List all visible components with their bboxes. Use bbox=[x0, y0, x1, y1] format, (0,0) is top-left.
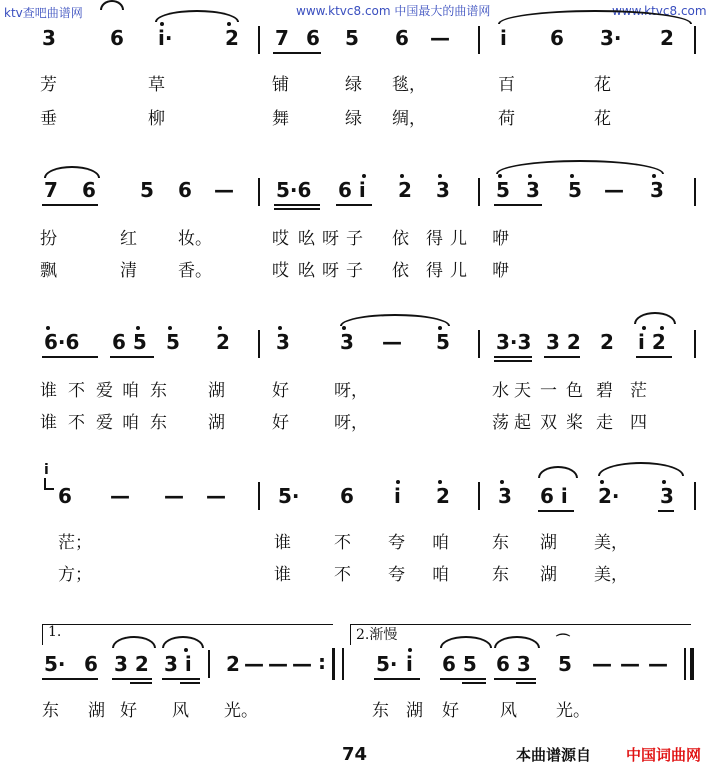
octave-dot bbox=[660, 326, 664, 330]
lyric: 夸 bbox=[388, 565, 405, 585]
lyric: 好 bbox=[442, 701, 459, 721]
lyric: 湖 bbox=[208, 381, 225, 401]
octave-dot bbox=[396, 480, 400, 484]
lyric: 风 bbox=[172, 701, 189, 721]
note: 3· bbox=[600, 26, 622, 50]
lyric: 湖 bbox=[540, 533, 557, 553]
lyric: 湖 bbox=[88, 701, 105, 721]
slur bbox=[496, 160, 664, 174]
note: 6 i bbox=[540, 484, 568, 508]
lyric: 爱 bbox=[96, 413, 113, 433]
octave-dot bbox=[400, 174, 404, 178]
underline bbox=[516, 682, 536, 684]
note: — bbox=[430, 26, 450, 50]
lyric: 天 bbox=[514, 381, 531, 401]
lyric: 咱 bbox=[432, 565, 449, 585]
lyric: 风 bbox=[500, 701, 517, 721]
note: 3 bbox=[436, 178, 450, 202]
lyric: 走 bbox=[596, 413, 613, 433]
octave-dot bbox=[46, 326, 50, 330]
note: 2 bbox=[600, 330, 614, 354]
watermark-center: www.ktvc8.com 中国最大的曲谱网 bbox=[296, 4, 491, 18]
lyric: 好 bbox=[272, 381, 289, 401]
octave-dot bbox=[184, 648, 188, 652]
note: 6 i bbox=[338, 178, 366, 202]
octave-dot bbox=[438, 174, 442, 178]
grace-note: i bbox=[44, 462, 49, 478]
note: 6 5 bbox=[442, 652, 477, 676]
barline bbox=[258, 178, 260, 206]
note: 5 bbox=[166, 330, 180, 354]
slur bbox=[634, 312, 676, 324]
note: — bbox=[110, 484, 130, 508]
underline bbox=[658, 510, 674, 512]
note: — bbox=[214, 178, 234, 202]
lyric: 桨 bbox=[566, 413, 583, 433]
note: i bbox=[394, 484, 401, 508]
lyric: 百 bbox=[498, 75, 515, 95]
lyric: 子 bbox=[346, 261, 363, 281]
lyric: 依 bbox=[392, 229, 409, 249]
barline bbox=[478, 330, 480, 358]
note: 5· bbox=[44, 652, 66, 676]
note: — bbox=[604, 178, 624, 202]
lyric: 好 bbox=[120, 701, 137, 721]
note: 3·3 bbox=[496, 330, 532, 354]
octave-dot bbox=[642, 326, 646, 330]
lyric: 东 bbox=[492, 565, 509, 585]
underline bbox=[274, 208, 320, 210]
final-barline bbox=[690, 648, 694, 680]
lyric: 不 bbox=[334, 565, 351, 585]
underline bbox=[273, 52, 321, 54]
underline bbox=[636, 356, 672, 358]
note: 2 bbox=[216, 330, 230, 354]
underline bbox=[130, 682, 152, 684]
slur bbox=[598, 462, 684, 476]
volta-label-2: 2.渐慢 bbox=[356, 627, 398, 643]
repeat-sign: : bbox=[318, 650, 326, 674]
underline bbox=[494, 204, 542, 206]
lyric: 方； bbox=[58, 565, 92, 585]
lyric: 水 bbox=[492, 381, 509, 401]
note: 3 bbox=[650, 178, 664, 202]
note: 5 bbox=[140, 178, 154, 202]
barline bbox=[342, 648, 344, 680]
note: 3 bbox=[340, 330, 354, 354]
note: — bbox=[620, 652, 640, 676]
lyric: 茫； bbox=[58, 533, 92, 553]
lyric: 柳 bbox=[148, 109, 165, 129]
barline bbox=[694, 330, 696, 358]
slur bbox=[340, 314, 450, 326]
lyric: 咱 bbox=[122, 381, 139, 401]
note: 3 i bbox=[164, 652, 192, 676]
watermark-right: www.ktvc8.com bbox=[612, 4, 707, 18]
source-label: 本曲谱源自 bbox=[516, 746, 592, 764]
note: 5 bbox=[345, 26, 359, 50]
lyric: 碧 bbox=[596, 381, 613, 401]
note: 2 bbox=[226, 652, 240, 676]
octave-dot bbox=[500, 480, 504, 484]
lyric: 好 bbox=[272, 413, 289, 433]
grace-bracket bbox=[44, 478, 54, 490]
note: 6 bbox=[306, 26, 320, 50]
note: 6 5 bbox=[112, 330, 147, 354]
lyric: 荡 bbox=[492, 413, 509, 433]
lyric: 呀， bbox=[334, 413, 368, 433]
note: 2 bbox=[436, 484, 450, 508]
note: 6 bbox=[395, 26, 409, 50]
lyric: 光。 bbox=[556, 701, 590, 721]
note: i bbox=[406, 652, 413, 676]
barline bbox=[258, 26, 260, 54]
note: 2· bbox=[598, 484, 620, 508]
note: 5 bbox=[436, 330, 450, 354]
lyric: 扮 bbox=[40, 229, 57, 249]
lyric: 谁 bbox=[274, 565, 291, 585]
note: — bbox=[382, 330, 402, 354]
lyric: 依 bbox=[392, 261, 409, 281]
octave-dot bbox=[498, 174, 502, 178]
note: 3 bbox=[526, 178, 540, 202]
note: 3 bbox=[42, 26, 56, 50]
lyric: 东 bbox=[150, 381, 167, 401]
underline bbox=[336, 204, 372, 206]
underline bbox=[180, 682, 200, 684]
lyric: 不 bbox=[334, 533, 351, 553]
lyric: 爱 bbox=[96, 381, 113, 401]
note: — bbox=[592, 652, 612, 676]
lyric: 飘 bbox=[40, 261, 57, 281]
barline bbox=[684, 648, 686, 680]
source-site: 中国词曲网 bbox=[626, 746, 702, 764]
note: 6 bbox=[340, 484, 354, 508]
lyric: 妆。 bbox=[178, 229, 212, 249]
lyric: 美， bbox=[594, 533, 628, 553]
note: — bbox=[292, 652, 312, 676]
lyric: 咱 bbox=[122, 413, 139, 433]
lyric: 吆 bbox=[298, 261, 315, 281]
lyric: 哎 bbox=[272, 261, 289, 281]
octave-dot bbox=[570, 174, 574, 178]
barline bbox=[258, 482, 260, 510]
underline bbox=[440, 678, 486, 680]
lyric: 垂 bbox=[40, 109, 57, 129]
underline bbox=[538, 510, 574, 512]
note: 6 bbox=[178, 178, 192, 202]
underline bbox=[494, 360, 532, 362]
octave-dot bbox=[662, 480, 666, 484]
repeat-barline bbox=[332, 648, 335, 680]
note: i bbox=[500, 26, 507, 50]
underline bbox=[274, 204, 320, 206]
lyric: 毯， bbox=[392, 75, 426, 95]
note: — bbox=[268, 652, 288, 676]
underline bbox=[462, 682, 486, 684]
lyric: 铺 bbox=[272, 75, 289, 95]
lyric: 得 bbox=[426, 229, 443, 249]
lyric: 一 bbox=[540, 381, 557, 401]
note: 3 bbox=[276, 330, 290, 354]
lyric: 东 bbox=[150, 413, 167, 433]
lyric: 子 bbox=[346, 229, 363, 249]
octave-dot bbox=[227, 22, 231, 26]
lyric: 咱 bbox=[432, 533, 449, 553]
lyric: 哎 bbox=[272, 229, 289, 249]
underline bbox=[110, 356, 154, 358]
lyric: 芳 bbox=[40, 75, 57, 95]
note: 6 bbox=[58, 484, 72, 508]
slur bbox=[155, 10, 239, 22]
note: 5 bbox=[496, 178, 510, 202]
lyric: 吆 bbox=[298, 229, 315, 249]
barline bbox=[694, 482, 696, 510]
note: — bbox=[164, 484, 184, 508]
lyric: 咿 bbox=[492, 229, 509, 249]
note: 3 2 bbox=[546, 330, 581, 354]
octave-dot bbox=[362, 174, 366, 178]
octave-dot bbox=[438, 480, 442, 484]
note: 3 bbox=[498, 484, 512, 508]
octave-dot bbox=[218, 326, 222, 330]
underline bbox=[162, 678, 200, 680]
lyric: 儿 bbox=[450, 261, 467, 281]
octave-dot bbox=[408, 648, 412, 652]
page-number: 74 bbox=[342, 744, 368, 765]
note: 7 bbox=[275, 26, 289, 50]
lyric: 湖 bbox=[540, 565, 557, 585]
note: 6 bbox=[82, 178, 96, 202]
lyric: 舞 bbox=[272, 109, 289, 129]
lyric: 呀 bbox=[322, 229, 339, 249]
note: — bbox=[206, 484, 226, 508]
octave-dot bbox=[652, 174, 656, 178]
lyric: 花 bbox=[594, 75, 611, 95]
barline bbox=[478, 26, 480, 54]
note: 2 bbox=[660, 26, 674, 50]
lyric: 谁 bbox=[40, 381, 57, 401]
note: 6 3 bbox=[496, 652, 531, 676]
barline bbox=[478, 178, 480, 206]
lyric: 绿 bbox=[345, 75, 362, 95]
lyric: 色 bbox=[566, 381, 583, 401]
underline bbox=[42, 204, 98, 206]
lyric: 儿 bbox=[450, 229, 467, 249]
note: 5· bbox=[278, 484, 300, 508]
slur bbox=[100, 0, 124, 10]
note: 5 bbox=[568, 178, 582, 202]
lyric: 谁 bbox=[40, 413, 57, 433]
note: — bbox=[648, 652, 668, 676]
octave-dot bbox=[528, 174, 532, 178]
barline bbox=[694, 178, 696, 206]
underline bbox=[42, 356, 98, 358]
note: 5· bbox=[376, 652, 398, 676]
note: 6 bbox=[550, 26, 564, 50]
watermark-left: ktv查吧曲谱网 bbox=[4, 6, 83, 20]
lyric: 茫 bbox=[630, 381, 647, 401]
lyric: 东 bbox=[42, 701, 59, 721]
barline bbox=[208, 650, 210, 678]
lyric: 起 bbox=[514, 413, 531, 433]
lyric: 得 bbox=[426, 261, 443, 281]
note: 6·6 bbox=[44, 330, 80, 354]
lyric: 清 bbox=[120, 261, 137, 281]
note: 3 bbox=[660, 484, 674, 508]
underline bbox=[494, 678, 536, 680]
lyric: 草 bbox=[148, 75, 165, 95]
lyric: 咿 bbox=[492, 261, 509, 281]
lyric: 湖 bbox=[406, 701, 423, 721]
note: 2 bbox=[225, 26, 239, 50]
lyric: 绿 bbox=[345, 109, 362, 129]
underline bbox=[42, 678, 98, 680]
note: 6 bbox=[84, 652, 98, 676]
slur bbox=[44, 166, 100, 178]
barline bbox=[694, 26, 696, 54]
lyric: 荷 bbox=[498, 109, 515, 129]
octave-dot bbox=[278, 326, 282, 330]
lyric: 东 bbox=[492, 533, 509, 553]
lyric: 四 bbox=[630, 413, 647, 433]
lyric: 红 bbox=[120, 229, 137, 249]
note: 7 bbox=[44, 178, 58, 202]
barline bbox=[258, 330, 260, 358]
note: 5 bbox=[558, 652, 572, 676]
lyric: 香。 bbox=[178, 261, 212, 281]
octave-dot bbox=[136, 326, 140, 330]
underline bbox=[112, 678, 152, 680]
octave-dot bbox=[342, 326, 346, 330]
slur bbox=[538, 466, 578, 478]
octave-dot bbox=[168, 326, 172, 330]
lyric: 夸 bbox=[388, 533, 405, 553]
note: i· bbox=[158, 26, 173, 50]
lyric: 呀 bbox=[322, 261, 339, 281]
barline bbox=[478, 482, 480, 510]
lyric: 东 bbox=[372, 701, 389, 721]
lyric: 美， bbox=[594, 565, 628, 585]
note: 6 bbox=[110, 26, 124, 50]
lyric: 双 bbox=[540, 413, 557, 433]
lyric: 不 bbox=[68, 381, 85, 401]
underline bbox=[544, 356, 580, 358]
note: 3 2 bbox=[114, 652, 149, 676]
octave-dot bbox=[438, 326, 442, 330]
octave-dot bbox=[600, 480, 604, 484]
note: i 2 bbox=[638, 330, 666, 354]
lyric: 绸， bbox=[392, 109, 426, 129]
note: 5·6 bbox=[276, 178, 312, 202]
lyric: 花 bbox=[594, 109, 611, 129]
underline bbox=[374, 678, 420, 680]
underline bbox=[494, 356, 532, 358]
note: — bbox=[244, 652, 264, 676]
volta-label-1: 1. bbox=[48, 624, 62, 640]
lyric: 呀， bbox=[334, 381, 368, 401]
lyric: 不 bbox=[68, 413, 85, 433]
lyric: 光。 bbox=[224, 701, 258, 721]
lyric: 湖 bbox=[208, 413, 225, 433]
lyric: 谁 bbox=[274, 533, 291, 553]
note: 2 bbox=[398, 178, 412, 202]
octave-dot bbox=[160, 22, 164, 26]
fermata: ⌒ bbox=[556, 634, 570, 650]
